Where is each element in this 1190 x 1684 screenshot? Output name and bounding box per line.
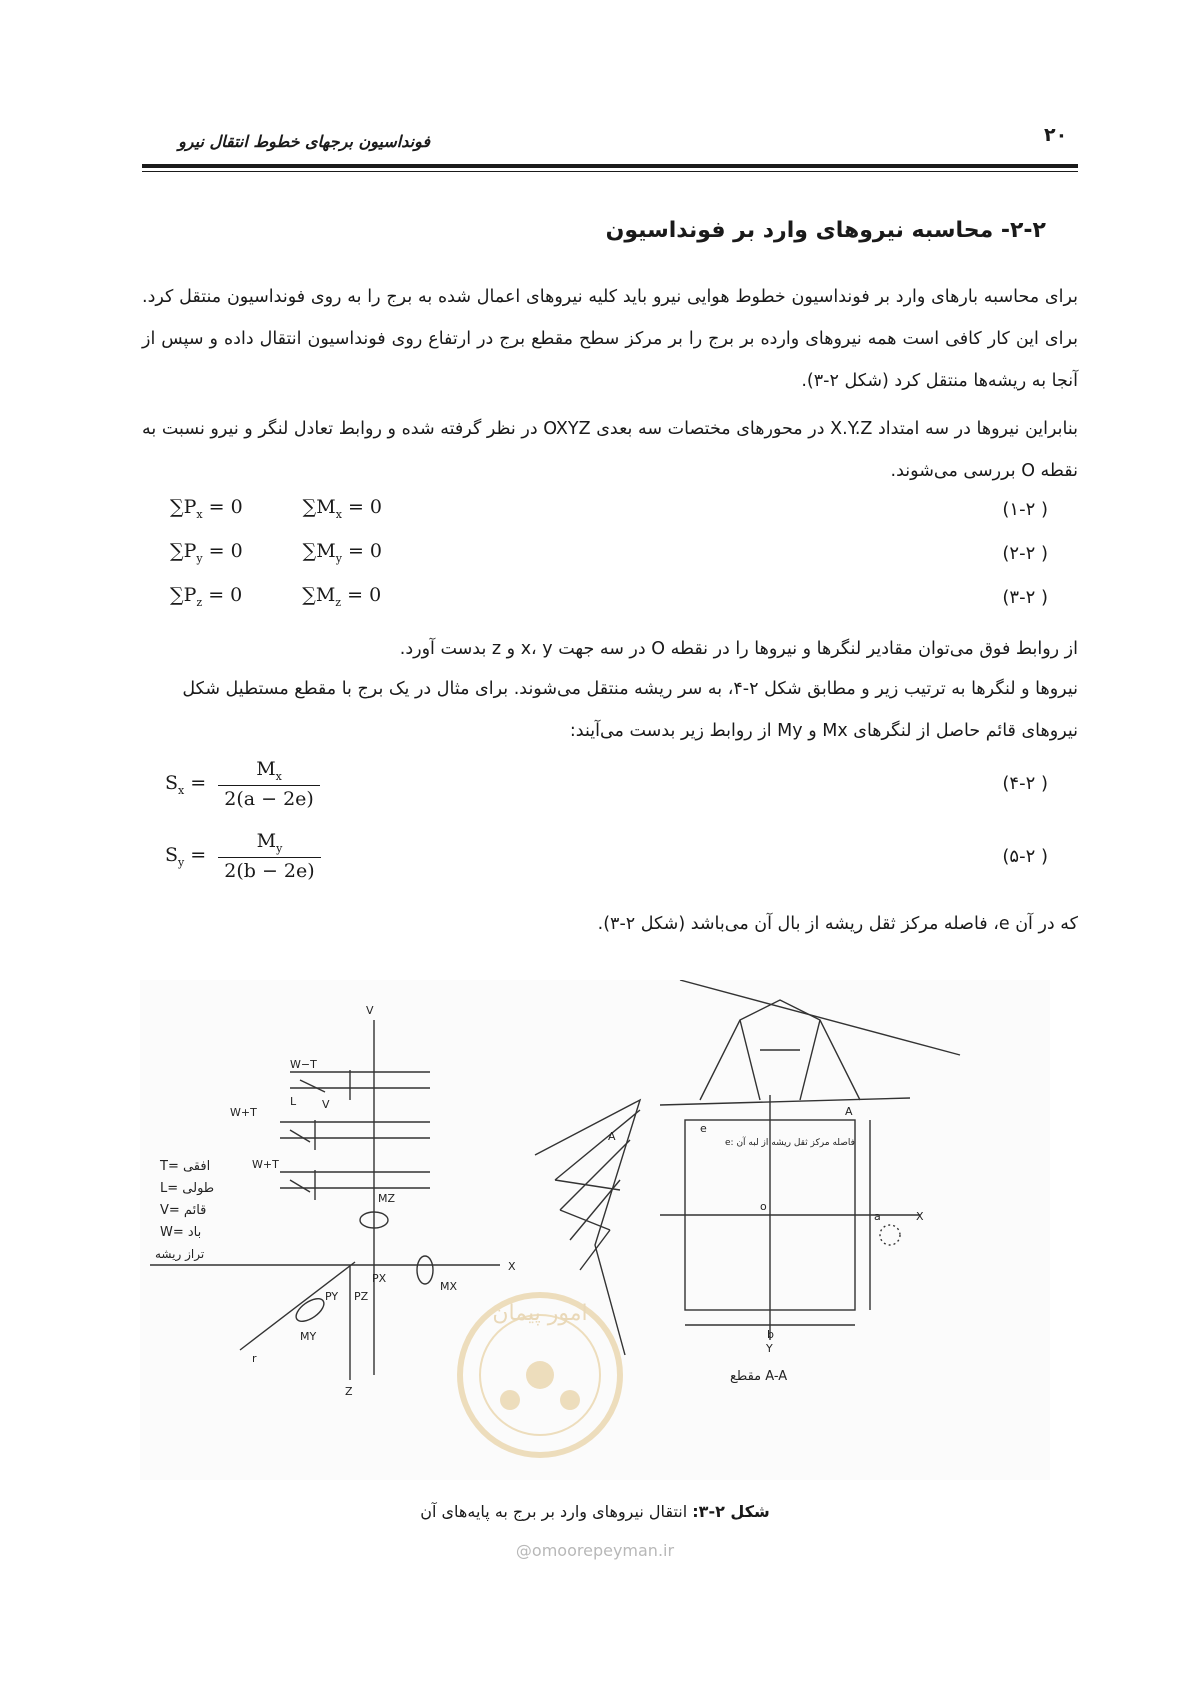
paragraph-transfer-line-1: نیروها و لنگرها به ترتیب زیر و مطابق شکل ۲-۴، به سر ریشه منتقل می‌شوند. برای مثال در یک برج با مقطع مستطیل شکل (182, 679, 1078, 699)
label-w-minus-t: W−T (290, 1058, 317, 1071)
legend-w: W= باد (160, 1225, 202, 1240)
paragraph-results: از روابط فوق می‌توان مقادیر لنگرها و نیروها را در نقطه O در سه جهت x، y و z بدست آورد. (399, 639, 1078, 659)
equation-2: $\sum P_y = 0$ $\sum M_y = 0$ (170, 540, 383, 565)
label-w-plus-t: W+T (230, 1106, 257, 1119)
header-rule (142, 164, 1078, 168)
paragraph-e-definition: که در آن e، فاصله مرکز ثقل ریشه از بال آن می‌باشد (شکل ۲-۳). (597, 914, 1078, 934)
legend-v: V= قائم (160, 1203, 207, 1218)
label-section-a-left: A (608, 1130, 616, 1143)
label-root-level: تراز ریشه (155, 1247, 205, 1261)
label-section-aa: مقطع A-A (730, 1369, 788, 1384)
equation-4: $S_x$ = $\frac{M_x}{2(a - 2e)}$ (165, 758, 320, 810)
label-py: PY (325, 1290, 339, 1303)
header-rule-thin (142, 171, 1078, 172)
section-heading: ۲-۲- محاسبه نیروهای وارد بر فونداسیون (605, 218, 1046, 243)
label-e-note: e: فاصله مرکز ثقل ریشه از لبه آن (725, 1138, 855, 1148)
label-b: b (767, 1328, 774, 1341)
paragraph-intro: برای محاسبه بارهای وارد بر فونداسیون خطوط هوایی نیرو باید کلیه نیروهای اعمال شده به برج را به روی فونداسیون منتقل کرد. برای این کار کافی است همه نیروهای وارده بر برج را بر مرکز سطح مقطع برج در ارتفاع روی فونداسیون انتقال داده و سپس از آنجا به ریشه‌ها منتقل کرد (شکل ۲-۳). (142, 287, 1078, 391)
label-l: L (290, 1095, 297, 1108)
label-mz: MZ (378, 1192, 396, 1205)
label-mx: MX (440, 1280, 458, 1293)
label-section-a-right: A (845, 1105, 853, 1118)
legend-t: T= افقی (160, 1159, 211, 1174)
paragraph-transfer (142, 668, 1078, 752)
figure-tower-forces (140, 980, 1050, 1480)
paragraph-transfer-line-2: نیروهای قائم حاصل از لنگرهای Mx و My از روابط زیر بدست می‌آیند: (569, 721, 1078, 741)
equation-number-2: ( ۲-۲) (1002, 543, 1048, 564)
label-e-mark: e (700, 1122, 707, 1135)
equation-5: $S_y$ = $\frac{M_y}{2(b - 2e)}$ (165, 830, 321, 882)
legend-l: L= طولی (160, 1181, 215, 1196)
label-r: r (252, 1352, 257, 1365)
paragraph-axes: بنابراین نیروها در سه امتداد X.Y.Z در محورهای مختصات سه بعدی OXYZ در نظر گرفته شده و روابط تعادل لنگر و نیرو نسبت به نقطه O بررسی می‌شوند. (142, 419, 1079, 481)
equation-number-3: ( ۳-۲) (1002, 587, 1048, 608)
label-x-axis-right: X (916, 1210, 924, 1223)
label-y-axis: Y (766, 1342, 773, 1355)
figure-caption: شکل ۲-۳: انتقال نیروهای وارد بر برج به پایه‌های آن (420, 1502, 770, 1521)
label-v-axis: V (366, 1004, 374, 1017)
label-w-plus-t-2: W+T (252, 1158, 279, 1171)
svg-text:امور پیمان: امور پیمان (492, 1301, 588, 1326)
label-z-axis: Z (345, 1385, 353, 1398)
watermark-url: @omoorepeyman.ir (515, 1541, 675, 1560)
equation-1: $\sum P_x = 0$ $\sum M_x = 0$ (170, 496, 383, 521)
page-number: ۲۰ (1044, 124, 1068, 146)
figure-background (140, 980, 1050, 1480)
equation-3: $\sum P_z = 0$ $\sum M_z = 0$ (170, 584, 382, 609)
label-x-axis-left: X (508, 1260, 516, 1273)
equation-number-4: ( ۴-۲) (1002, 773, 1048, 794)
figure-drawing (140, 980, 1050, 1480)
label-pz: PZ (354, 1290, 369, 1303)
label-v: V (322, 1098, 330, 1111)
label-o: o (760, 1200, 767, 1213)
label-my: MY (300, 1330, 317, 1343)
running-title: فونداسیون برجهای خطوط انتقال نیرو (178, 132, 430, 151)
label-a: a (874, 1210, 881, 1223)
label-px: PX (372, 1272, 387, 1285)
equation-number-5: ( ۵-۲) (1002, 846, 1048, 867)
equation-number-1: ( ۱-۲) (1002, 499, 1048, 520)
